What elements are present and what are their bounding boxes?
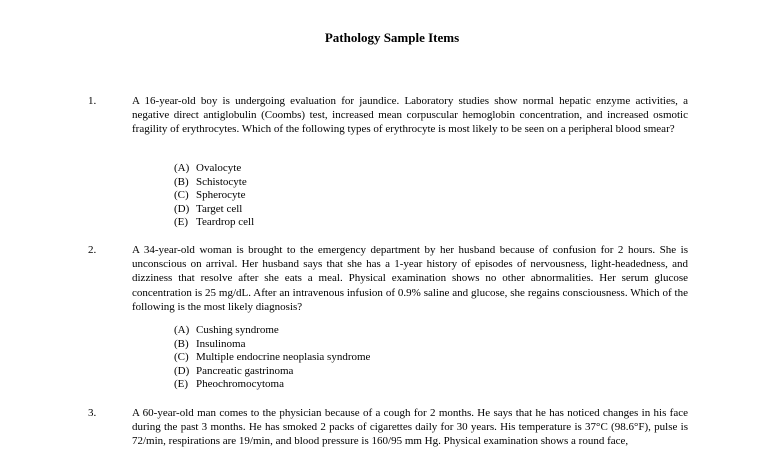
answer-option [174, 176, 254, 190]
question-stem: A 60-year-old man comes to the physician because of a cough for 2 months. He says that he has noticed changes in his face during the past 3 months. He has smoked 2 packs of cigarettes daily for 30 years. His temperature is 37°C (98.6°F), pulse is 72/min, respirations are 19/min, and blood pressure is 160/95 mm Hg. Physical examination shows a round face, [132, 407, 688, 448]
option-letter: (B) [174, 337, 189, 350]
option-letter: (E) [174, 216, 189, 229]
option-text: Target cell [196, 202, 243, 215]
option-letter: (D) [174, 202, 190, 215]
answer-option [174, 351, 370, 365]
answer-option [174, 203, 254, 217]
answer-option [174, 324, 370, 338]
question-number: 3. [88, 407, 97, 419]
option-text: Pheochromocytoma [196, 378, 284, 391]
option-letter: (C) [174, 351, 189, 364]
question-stem: A 16-year-old boy is undergoing evaluation for jaundice. Laboratory studies show normal hepatic enzyme activities, a negative direct antiglobulin (Coombs) test, increased mean corpuscular hemoglobin concentration, and increased osmotic fragility of erythrocytes. Which of the following types of erythrocyte is most likely to be seen on a peripheral blood smear? [132, 95, 688, 136]
option-letter: (A) [174, 324, 190, 336]
option-text: Pancreatic gastrinoma [196, 364, 294, 377]
question-stem: A 34-year-old woman is brought to the emergency department by her husband because of confusion for 2 hours. She is unconscious on arrival. Her husband says that she has a 1-year history of episodes of nervousness, light-headedness, and dizziness that resolve after she eats a meal. Physical examination shows no other abnormalities. Her serum glucose concentration is 25 mg/dL. After an intravenous infusion of 0.9% saline and glucose, she regains consciousness. Which of the following is the most likely diagnosis? [132, 244, 688, 313]
option-text: Cushing syndrome [196, 324, 279, 336]
option-letter: (B) [174, 175, 189, 188]
answer-options [174, 162, 254, 230]
option-letter: (E) [174, 378, 189, 391]
answer-option [174, 189, 254, 203]
question-number: 2. [88, 244, 97, 256]
option-text: Insulinoma [196, 337, 246, 350]
option-text: Teardrop cell [196, 216, 255, 229]
document-title: Pathology Sample Items [324, 30, 460, 45]
answer-option [174, 338, 370, 352]
option-text: Multiple endocrine neoplasia syndrome [196, 351, 371, 364]
question-number: 1. [88, 95, 97, 107]
option-text: Schistocyte [196, 175, 247, 188]
answer-options [174, 324, 370, 392]
option-letter: (C) [174, 189, 189, 202]
answer-option [174, 162, 254, 176]
answer-option [174, 216, 254, 230]
option-text: Ovalocyte [196, 162, 242, 174]
option-letter: (A) [174, 162, 190, 174]
option-text: Spherocyte [196, 189, 246, 202]
answer-option [174, 365, 370, 379]
option-letter: (D) [174, 364, 190, 377]
answer-option [174, 378, 370, 392]
